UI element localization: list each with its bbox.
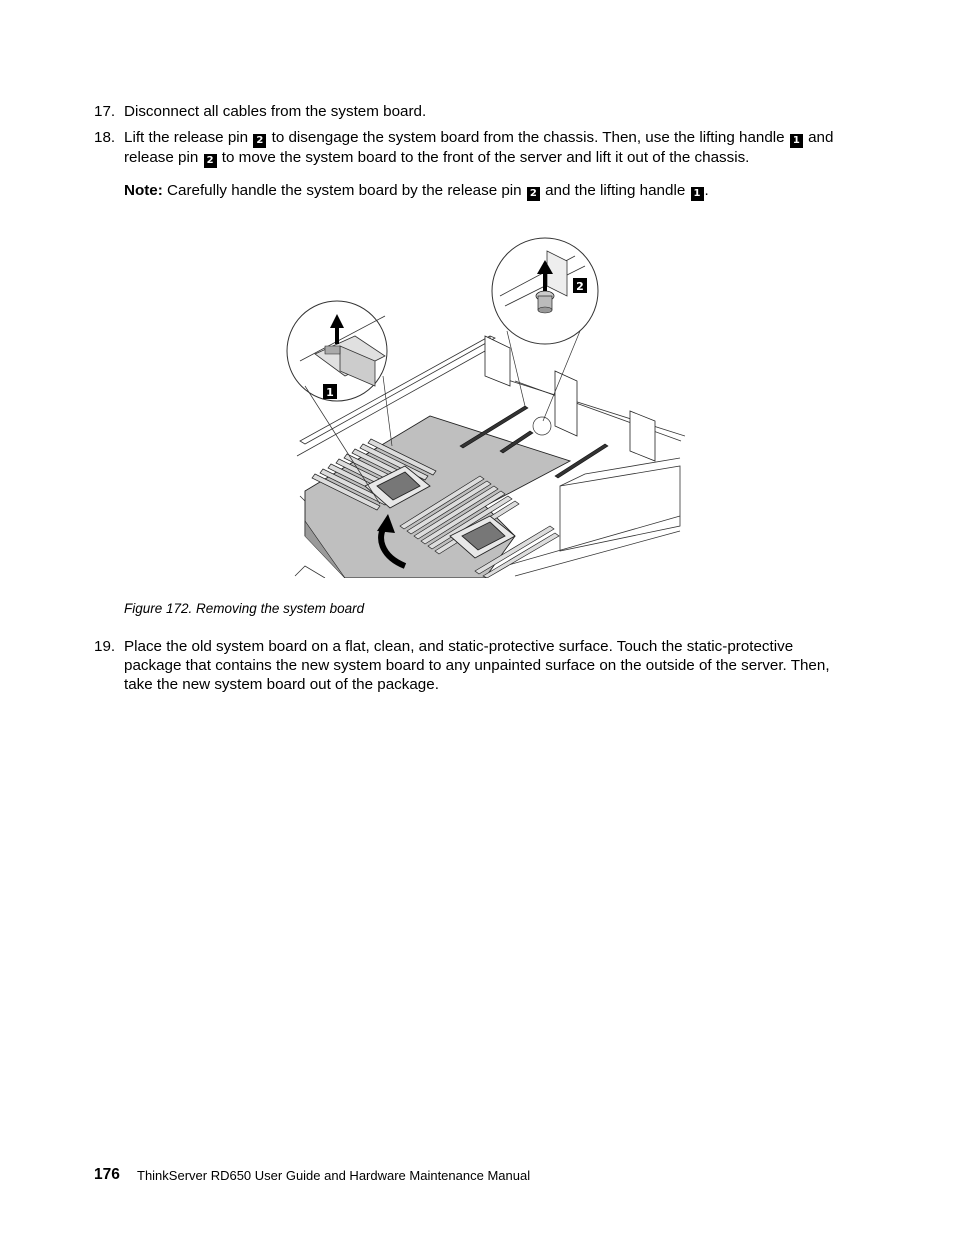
system-board-illustration (285, 236, 685, 578)
note-text: . (704, 182, 709, 199)
note-text: Carefully handle the system board by the release pin (167, 182, 522, 199)
note (124, 181, 709, 201)
note-label: Note: (124, 182, 163, 199)
callout-badge: 2 (527, 187, 540, 201)
callout-badge: 2 (204, 154, 217, 168)
step-18 (94, 128, 854, 168)
step-number: 17. (94, 103, 116, 120)
callout-badge: 2 (253, 134, 266, 148)
callout-2-label: 2 (576, 280, 584, 293)
step-17 (94, 102, 854, 121)
step-text: Disconnect all cables from the system board. (124, 103, 427, 120)
step-text-part: to move the system board to the front of the server and lift it out of the chassis. (221, 149, 750, 166)
step-text-part: and release pin (124, 129, 834, 166)
callout-badge: 1 (691, 187, 704, 201)
step-19 (94, 637, 854, 694)
step-number: 19. (94, 638, 116, 655)
callout-1-label: 1 (326, 386, 334, 399)
step-text: Place the old system board on a flat, clean, and static-protective surface. Touch the static-protective package that contains the new system board to any unpainted surface on the outside of the server. Then, take the new system board out of the package. (124, 638, 830, 693)
callout-badge: 1 (790, 134, 803, 148)
page-number: 176 (94, 1166, 120, 1183)
figure-caption: Figure 172. Removing the system board (124, 601, 365, 616)
step-text-part: to disengage the system board from the chassis. Then, use the lifting handle (271, 129, 785, 146)
note-text: and the lifting handle (545, 182, 686, 199)
step-text (124, 128, 854, 168)
manual-title: ThinkServer RD650 User Guide and Hardware Maintenance Manual (137, 1168, 531, 1183)
step-text-part: Lift the release pin (124, 129, 249, 146)
step-number: 18. (94, 129, 116, 146)
